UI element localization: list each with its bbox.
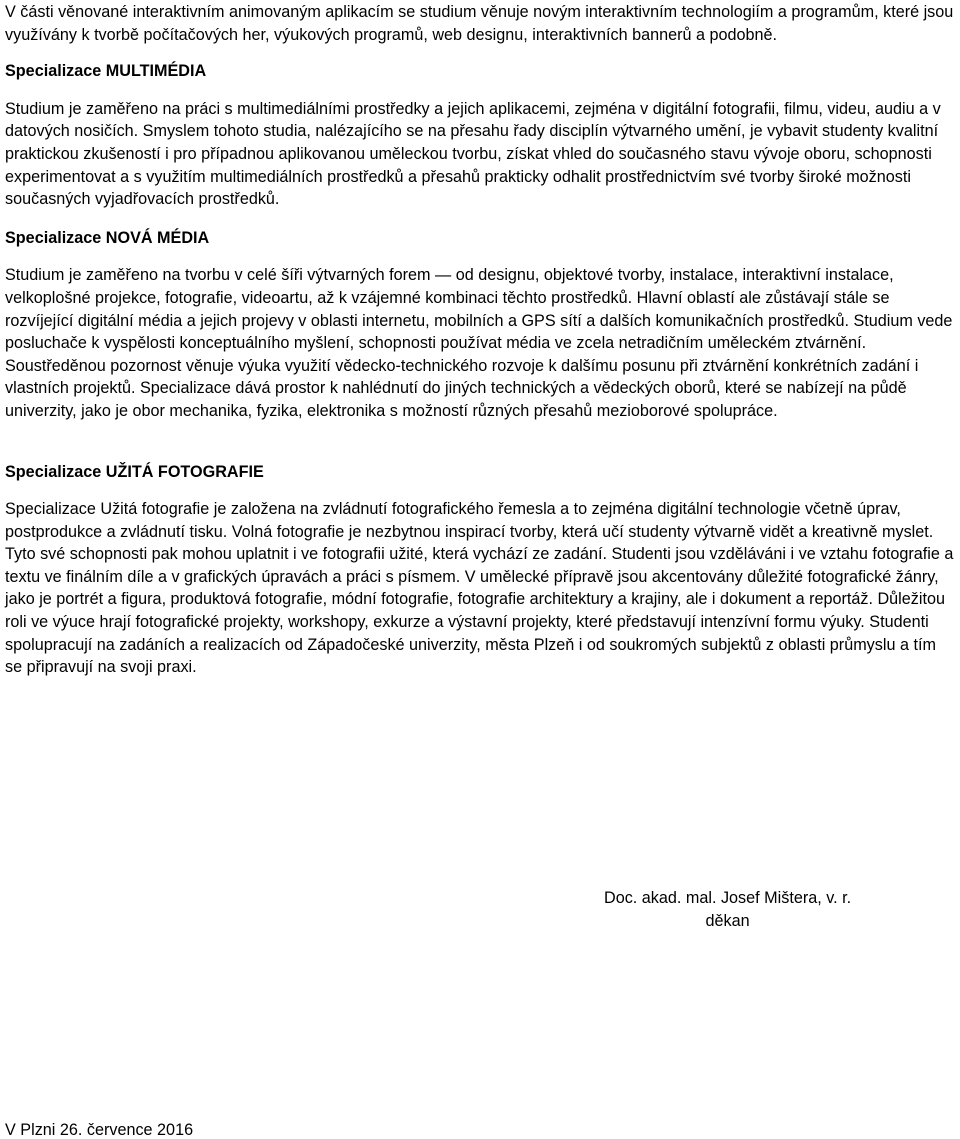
signature-name: Doc. akad. mal. Josef Mištera, v. r. [604, 889, 852, 907]
document-body [5, 0, 957, 679]
paragraph-multimedia: Studium je zaměřeno na práci s multimediálními prostředky a jejich aplikacemi, zejména v digitální fotografii, filmu, videu, audiu a v datových nosičích. Smyslem tohoto studia, nalézajícího se na přesahu řady disciplín výtvarného umění, je vybavit studenty kvalitní praktickou zkušeností i pro případnou aplikovanou uměleckou tvorbu, získat vhled do současného stavu vývoje oboru, schopnosti experimentovat a s využitím multimediálních prostředků a přesahů prakticky odhalit prostřednictvím své tvorby široké možnosti současných vyjadřovacích prostředků. [5, 99, 941, 209]
intro-paragraph: V části věnované interaktivním animovaným aplikacím se studium věnuje novým interaktivním technologiím a programům, které jsou využívány k tvorbě počítačových her, výukových programů, web designu, interaktivních bannerů a podobně. [5, 3, 954, 44]
paragraph-nova-media: Studium je zaměřeno na tvorbu v celé šíři výtvarných forem — od designu, objektové tvorby, instalace, interaktivní instalace, velkoplošné projekce, fotografie, videoartu, až k vzájemné kombinaci těchto prostředků. Hlavní oblastí ale zůstávají stále se rozvíjející digitální média a jejich projevy v oblasti internetu, mobilních a GPS sítí a dalších komunikačních prostředků. Studium vede posluchače k vyspělosti konceptuálního myšlení, schopnosti používat média ve zcela netradičním uměleckém ztvárnění. Soustředěnou pozornost věnuje výuka využití vědecko-technického rozvoje k dalšímu posunu při ztvárnění konkrétních zadání i vlastních projektů. Specializace dává prostor k nahlédnutí do jiných technických a vědeckých oborů, které se nabízejí na půdě univerzity, jako je obor mechanika, fyzika, elektronika s možností různých přesahů mezioborové spolupráce. [5, 266, 953, 420]
footer-date: V Plzni 26. července 2016 [5, 1121, 194, 1139]
heading-multimedia: Specializace MULTIMÉDIA [5, 62, 207, 81]
signature-role: děkan [705, 911, 750, 930]
heading-uzita-fotografie: Specializace UŽITÁ FOTOGRAFIE [5, 462, 264, 481]
heading-nova-media: Specializace NOVÁ MÉDIA [5, 228, 210, 247]
signature-block [604, 887, 851, 932]
paragraph-uzita-fotografie: Specializace Užitá fotografie je založena na zvládnutí fotografického řemesla a to zejména digitální technologie včetně úprav, postprodukce a zvládnutí tisku. Volná fotografie je nezbytnou inspirací tvorby, která učí studenty výtvarně vidět a kreativně myslet. Tyto své schopnosti pak mohou uplatnit i ve fotografii užité, která vychází ze zadání. Studenti jsou vzděláváni i ve vztahu fotografie a textu ve finálním díle a v grafických úpravách a práci s písmem. V umělecké přípravě jsou akcentovány důležité fotografické žánry, jako je portrét a figura, produktová fotografie, módní fotografie, fotografie architektury a krajiny, ale i dokument a reportáž. Důležitou roli ve výuce hrají fotografické projekty, workshopy, exkurze a výstavní projekty, které představují intenzívní formu výuky. Studenti spolupracují na zadáních a realizacích od Západočeské univerzity, města Plzeň i od soukromých subjektů z oblasti průmyslu a tím se připravují na svoji praxi. [5, 500, 954, 677]
